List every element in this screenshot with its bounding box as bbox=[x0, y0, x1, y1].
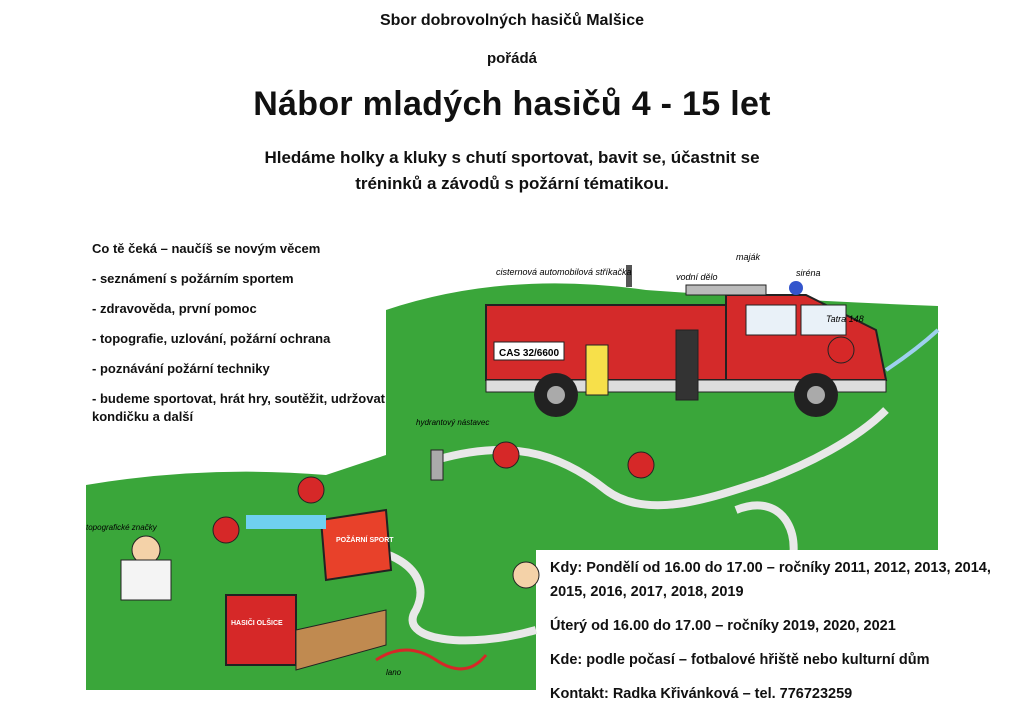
hydrant-icon bbox=[431, 450, 443, 480]
location-text: Kde: podle počasí – fotbalové hřiště nebo kulturní dům bbox=[550, 652, 930, 668]
subtitle-line-2: tréninků a závodů s požární tématikou. bbox=[355, 174, 669, 193]
label-beacon: maják bbox=[736, 252, 761, 262]
label-pipe: vodní dělo bbox=[676, 272, 718, 282]
info-panel bbox=[540, 550, 1020, 724]
label-siren: siréna bbox=[796, 268, 821, 278]
subtitle-line-1: Hledáme holky a kluky s chutí sportovat, bavit se, účastnit se bbox=[264, 148, 760, 167]
activities-list bbox=[92, 240, 392, 438]
beacon-icon bbox=[789, 281, 803, 295]
list-item: - poznávání požární techniky bbox=[92, 361, 270, 376]
list-item: - zdravověda, první pomoc bbox=[92, 301, 257, 316]
list-item: - topografie, uzlování, požární ochrana bbox=[92, 331, 331, 346]
label-topo: topografické značky bbox=[86, 523, 157, 532]
label-hydrant: hydrantový nástavec bbox=[416, 418, 490, 427]
presents-text: pořádá bbox=[486, 50, 537, 67]
schedule-tuesday: Úterý od 16.00 do 17.00 – ročníky 2019, 2020, 2021 bbox=[550, 618, 896, 634]
portable-pump bbox=[226, 595, 296, 665]
contact-text: Kontakt: Radka Křivánková – tel. 776723259 bbox=[550, 686, 853, 702]
page-title: Nábor mladých hasičů 4 - 15 let bbox=[253, 85, 771, 123]
list-item: - seznámení s požárním sportem bbox=[92, 271, 294, 286]
label-rope: lano bbox=[386, 668, 402, 677]
schedule-monday: Kdy: Pondělí od 16.00 do 17.00 – ročníky 2011, 2012, 2013, 2014, 2015, 2016, 2017, 2018, 2019 bbox=[550, 560, 991, 600]
tank-label: POŽÁRNÍ SPORT bbox=[336, 537, 394, 544]
organizer-name: Sbor dobrovolných hasičů Malšice bbox=[379, 12, 645, 29]
truck-plate: CAS 32/6600 bbox=[499, 348, 560, 359]
pump-label: HASIČI OLŠICE bbox=[231, 620, 283, 627]
truck-model: Tatra 148 bbox=[826, 314, 864, 324]
list-item: - budeme sportovat, hrát hry, soutěžit, udržovat kondičku a další bbox=[92, 391, 386, 424]
activities-intro: Co tě čeká – naučíš se novým věcem bbox=[92, 241, 321, 256]
label-tanker: cisternová automobilová stříkačka bbox=[496, 267, 632, 277]
